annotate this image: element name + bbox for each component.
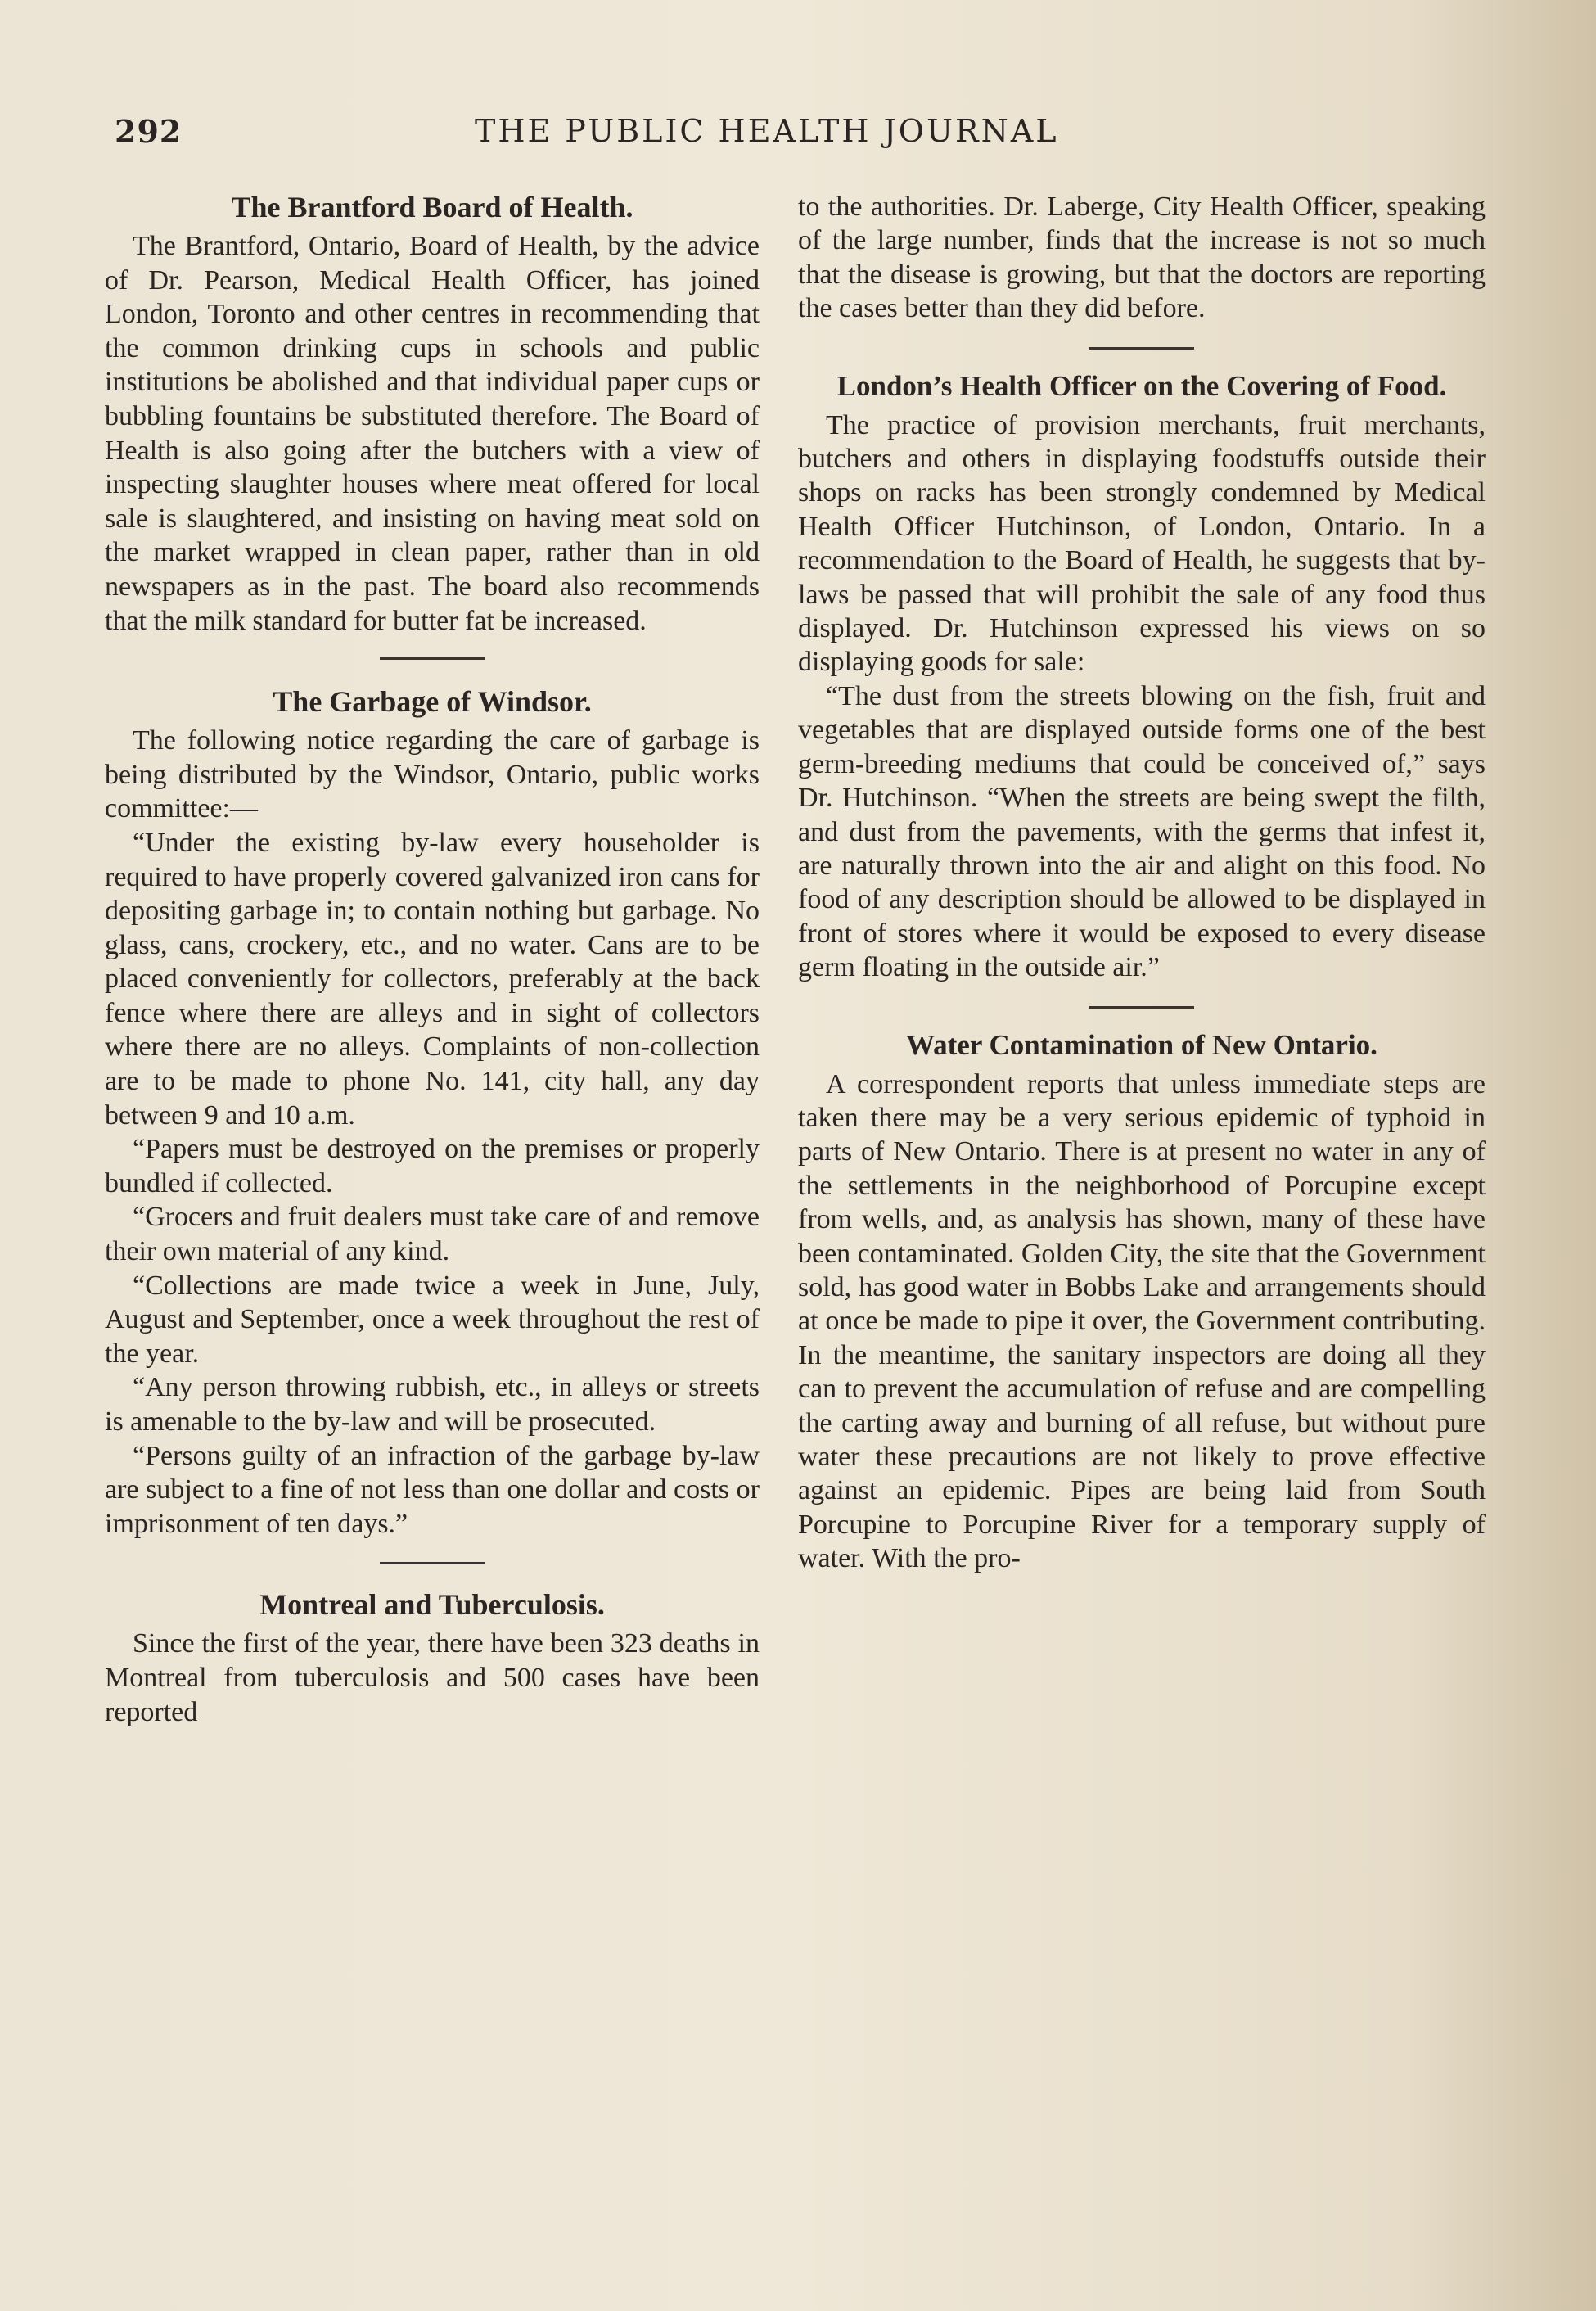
article-paragraph: “Any person throwing rubbish, etc., in alleys or streets is amenable to the by-law and will be prosecuted. <box>105 1372 760 1437</box>
section-divider <box>1089 1006 1194 1009</box>
article-london <box>798 369 1486 985</box>
article-paragraph: A correspondent reports that unless immediate steps are taken there may be a very serious epidemic of typhoid in parts of New Ontario. There is at present no water in any of the settlements in the neighborhood of Porcupine except from wells, and, as analysis has shown, many of these have been contaminated. Golden City, the site that the Government sold, has good water in Bobbs Lake and arrangements should at once be made to pipe it over, the Government contributing. In the meantime, the sanitary inspectors are doing all they can to prevent the accumulation of refuse and are compelling the carting away and burning of all refuse, but without pure water these precautions are not likely to prove effective against an epidemic. Pipes are being laid from South Porcupine to Porcupine River for a temporary supply of water. With the pro- <box>798 1068 1486 1574</box>
section-divider <box>1089 347 1194 350</box>
article-continuation-montreal: to the authorities. Dr. Laberge, City Health Officer, speaking of the large number, finds that the increase is not so much that the disease is growing, but that the doctors are reporting the cases better than they did before. <box>798 192 1486 324</box>
article-paragraph: “Collections are made twice a week in June, July, August and September, once a week throughout the rest of the year. <box>105 1270 760 1369</box>
section-divider <box>380 657 485 660</box>
article-paragraph: The practice of provision merchants, fruit merchants, butchers and others in displaying foodstuffs outside their shops on racks has been strongly condemned by Medical Health Officer Hutchinson, of London, Ontario. In a recommendation to the Board of Health, he suggests that by-laws be passed that will prohibit the sale of any food thus displayed. Dr. Hutchinson expressed his views on so displaying goods for sale: <box>798 409 1486 678</box>
article-windsor <box>105 684 760 1541</box>
article-paragraph: Since the first of the year, there have been 323 deaths in Montreal from tuberculosis and 500 cases have been reported <box>105 1628 760 1727</box>
article-paragraph: “Papers must be destroyed on the premises or properly bundled if collected. <box>105 1134 760 1198</box>
article-new-ontario <box>798 1028 1486 1576</box>
article-paragraph: The Brantford, Ontario, Board of Health, by the advice of Dr. Pearson, Medical Health Officer, has joined London, Toronto and other centres in recommending that the common drinking cups in schools and public institutions be abolished and that individual paper cups or bubbling fountains be substituted therefore. The Board of Health is also going after the butchers with a view of inspecting slaughter houses where meat offered for local sale is slaughtered, and insisting on having meat sold on the market wrapped in clean paper, rather than in old newspapers as in the past. The board also recommends that the milk standard for butter fat be increased. <box>105 231 760 636</box>
right-column <box>798 190 1486 1576</box>
article-paragraph: “Under the existing by-law every householder is required to have properly covered galvanized iron cans for depositing garbage in; to contain nothing but garbage. No glass, cans, crockery, etc., and no water. Cans are to be placed conveniently for collectors, preferably at the back fence where there are alleys and in sight of collectors where there are no alleys. Complaints of non-collection are to be made to phone No. 141, city hall, any day between 9 and 10 a.m. <box>105 827 760 1131</box>
left-column <box>105 190 760 1729</box>
article-paragraph: “Persons guilty of an infraction of the garbage by-law are subject to a fine of not less than one dollar and costs or imprisonment of ten days.” <box>105 1440 760 1539</box>
running-head <box>0 113 1596 162</box>
article-montreal <box>105 1587 760 1729</box>
article-paragraph: “The dust from the streets blowing on the fish, fruit and vegetables that are displayed outside forms one of the best germ-breeding mediums that could be conceived of,” says Dr. Hutchinson. “When the streets are being swept the filth, and dust from the pavements, with the germs that infest it, are naturally thrown into the air and alight on this food. No food of any description should be allowed to be displayed in front of stores where it would be exposed to every disease germ floating in the outside air.” <box>798 680 1486 983</box>
journal-title: THE PUBLIC HEALTH JOURNAL <box>475 113 1059 149</box>
section-divider <box>380 1562 485 1564</box>
article-paragraph: The following notice regarding the care of garbage is being distributed by the Windsor, Ontario, public works committee:— <box>105 725 760 824</box>
article-paragraph: “Grocers and fruit dealers must take care of and remove their own material of any kind. <box>105 1202 760 1267</box>
article-title-windsor: The Garbage of Windsor. <box>273 685 592 719</box>
article-title-montreal: Montreal and Tuberculosis. <box>259 1588 605 1622</box>
article-brantford <box>105 190 760 638</box>
article-title-brantford: The Brantford Board of Health. <box>231 191 633 223</box>
article-title-new-ontario: Water Contamination of New Ontario. <box>906 1028 1377 1061</box>
article-title-london: London’s Health Officer on the Covering of Food. <box>836 369 1447 402</box>
page-number: 292 <box>115 113 183 150</box>
